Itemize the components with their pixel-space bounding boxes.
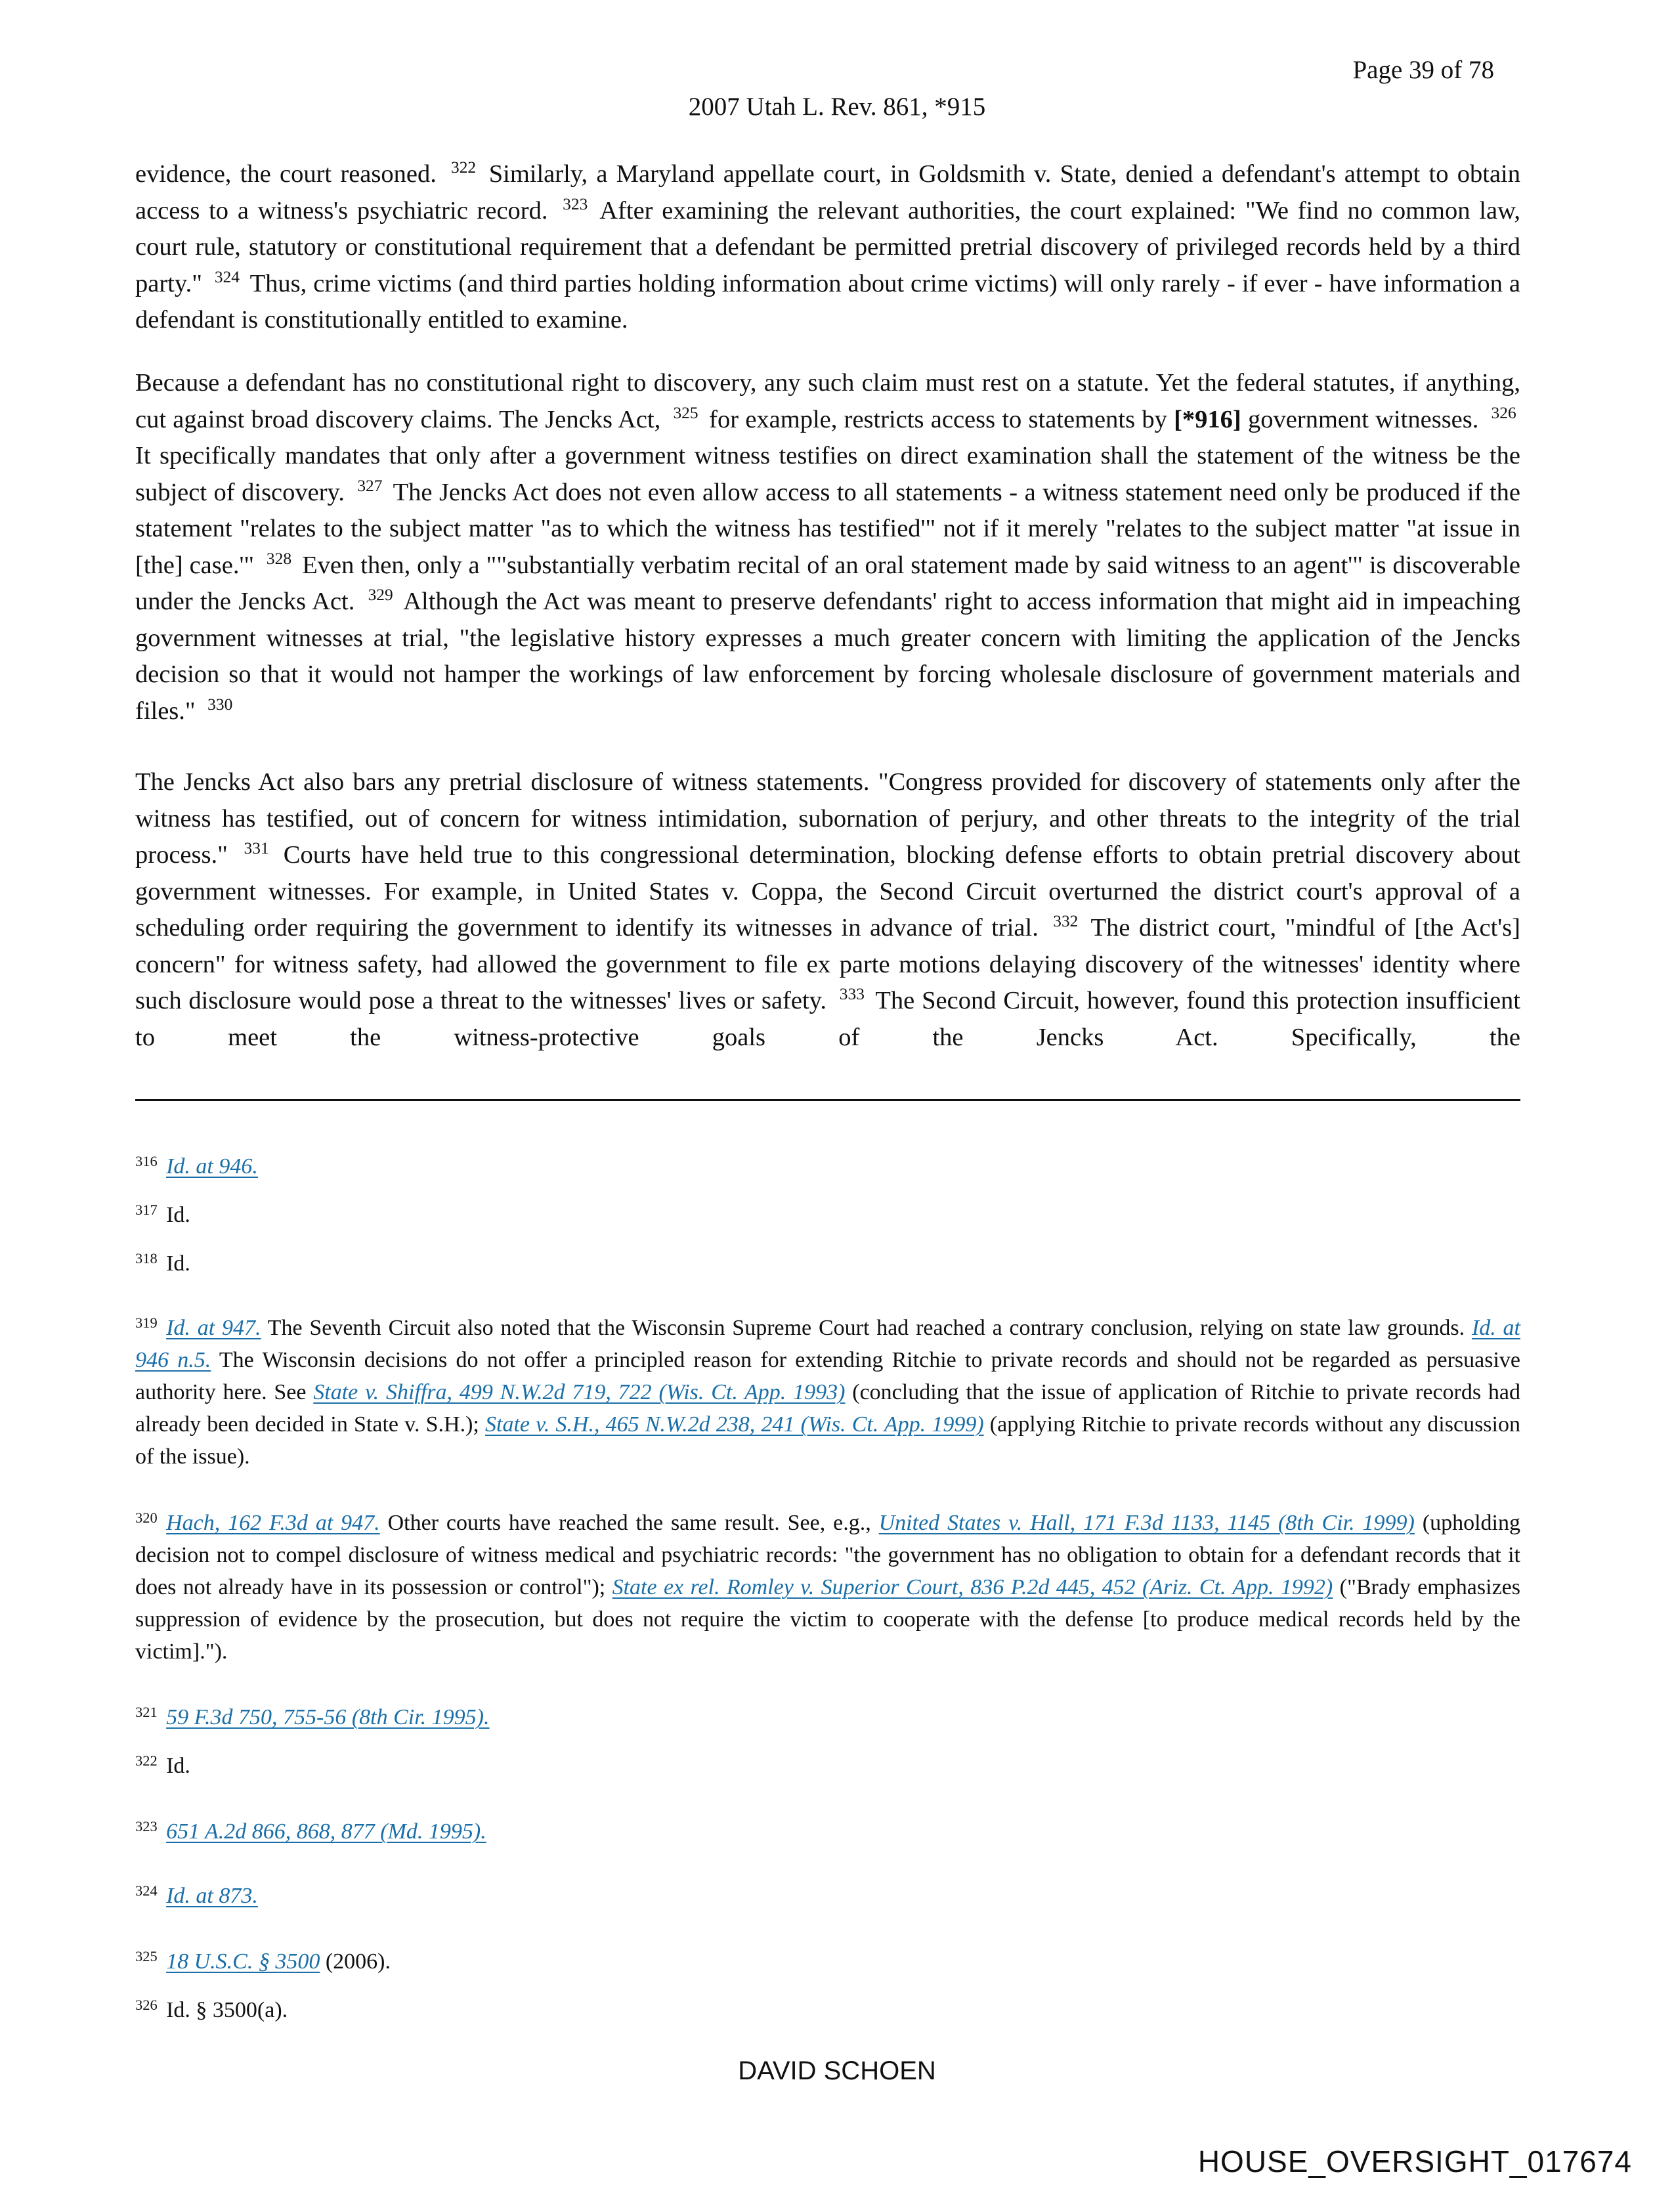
citation-link[interactable]: State ex rel. Romley v. Superior Court, 836 P.2d 445, 452 (Ariz. Ct. App. 1992)	[612, 1575, 1333, 1599]
text-run: Id.	[166, 1251, 190, 1276]
footnote-reference: 323	[563, 194, 588, 213]
footnote-reference: 324	[214, 267, 240, 286]
text-run: Id.	[166, 1754, 190, 1778]
footnote-reference: 322	[451, 158, 477, 177]
footnote-326	[135, 1994, 1520, 2026]
text-run: Because a defendant has no constitutional right to discovery, any such claim must rest on a statute. Yet the federal statutes, if anything, cut against broad discovery claims. The Jencks Act,	[135, 369, 1520, 433]
text-run: Thus, crime victims (and third parties holding information about crime victims) will only rarely - if ever - have information a defendant is constitutionally entitled to examine.	[135, 269, 1520, 334]
citation-link[interactable]: United States v. Hall, 171 F.3d 1133, 1145 (8th Cir. 1999)	[878, 1511, 1415, 1535]
footnote-320	[135, 1507, 1520, 1668]
footnote-number: 325	[135, 1947, 158, 1964]
citation-link[interactable]: Id. at 947.	[166, 1316, 261, 1340]
footnote-323	[135, 1815, 1520, 1848]
footnote-317	[135, 1199, 1520, 1231]
citation-link[interactable]: Id. at 873.	[166, 1884, 258, 1908]
text-run: After examining the relevant authorities, the court explained: "We find no common law, court rule, statutory or constitutional requirement that a defendant be permitted pretrial discovery of privileged records held by a third party."	[135, 196, 1520, 297]
footnote-divider	[135, 1099, 1520, 1101]
citation-link[interactable]: Id. at 946.	[166, 1154, 258, 1179]
citation-link[interactable]: Id. at 946 n.5.	[135, 1316, 1520, 1372]
footnote-number: 316	[135, 1152, 158, 1169]
text-run: (concluding that the issue of application of Ritchie to private records had already been decided in State v. S.H.);	[135, 1380, 1520, 1437]
body-paragraph	[135, 156, 1520, 339]
body-paragraph	[135, 365, 1520, 729]
text-run: The Jencks Act does not even allow access to all statements - a witness statement need only be produced if the statement "relates to the subject matter "as to which the witness has testified'" not if it merely "relates to the subject matter "at issue in [the] case.'"	[135, 478, 1520, 579]
text-run: Although the Act was meant to preserve defendants' right to access information that might aid in impeaching government witnesses at trial, "the legislative history expresses a much greater concern with limiting the application of the Jencks decision so that it would not hamper the workings of law enforcement by forcing wholesale disclosure of government materials and files."	[135, 588, 1520, 725]
footnote-reference: 333	[839, 985, 865, 1004]
text-run: government witnesses.	[1241, 405, 1486, 433]
citation-link[interactable]: 18 U.S.C. § 3500	[166, 1949, 320, 1974]
page-marker: [*916]	[1174, 405, 1241, 433]
text-run: It specifically mandates that only after a government witness testifies on direct examination shall the statement of the witness be the subject of discovery.	[135, 442, 1520, 506]
text-run: The Second Circuit, however, found this protection insufficient to meet the witness-protective goals of the Jencks Act. Specifically, the	[135, 987, 1520, 1051]
footnote-reference: 326	[1491, 403, 1516, 422]
footnote-reference: 328	[266, 549, 292, 568]
page-number: Page 39 of 78	[1352, 56, 1494, 84]
text-run: Even then, only a ""substantially verbatim recital of an oral statement made by said witness to an agent'" is discoverable under the Jencks Act.	[135, 551, 1520, 615]
body-paragraph	[135, 764, 1520, 1056]
footnote-number: 321	[135, 1703, 158, 1720]
footnote-number: 317	[135, 1201, 158, 1218]
footnote-318	[135, 1247, 1520, 1280]
citation-link[interactable]: 651 A.2d 866, 868, 877 (Md. 1995).	[166, 1819, 486, 1844]
footnote-number: 322	[135, 1752, 158, 1769]
text-run: The district court, "mindful of [the Act's] concern" for witness safety, had allowed the government to file ex parte motions delaying discovery of the witnesses' identity where such disclosure would pose a threat to the witnesses' lives or safety.	[135, 914, 1521, 1014]
text-run: Courts have held true to this congressional determination, blocking defense efforts to obtain pretrial discovery about government witnesses. For example, in United States v. Coppa, the Second Circuit overturned the district court's approval of a scheduling order requiring the government to identify its witnesses in advance of trial.	[135, 841, 1520, 942]
citation-link[interactable]: State v. S.H., 465 N.W.2d 238, 241 (Wis. Ct. App. 1999)	[485, 1412, 984, 1437]
text-run: for example, restricts access to statements by	[702, 405, 1174, 433]
running-head-citation: 2007 Utah L. Rev. 861, *915	[688, 93, 986, 121]
footnote-reference: 332	[1053, 912, 1079, 931]
footnote-322	[135, 1750, 1520, 1782]
bates-number: HOUSE_OVERSIGHT_017674	[1197, 2144, 1632, 2179]
footnote-reference: 329	[368, 586, 393, 605]
footnote-number: 318	[135, 1249, 158, 1267]
footnote-number: 324	[135, 1882, 158, 1899]
text-run: (applying Ritchie to private records without any discussion of the issue).	[135, 1412, 1520, 1469]
citation-link[interactable]: 59 F.3d 750, 755-56 (8th Cir. 1995).	[166, 1705, 490, 1729]
text-run: Similarly, a Maryland appellate court, in Goldsmith v. State, denied a defendant's attempt to obtain access to a witness's psychiatric record.	[135, 160, 1520, 225]
text-run: ("Brady emphasizes suppression of evidence by the prosecution, but does not require the victim to cooperate with the defense [to produce medical records held by the victim].").	[135, 1575, 1520, 1664]
footnote-reference: 325	[673, 403, 698, 422]
text-run: The Seventh Circuit also noted that the Wisconsin Supreme Court had reached a contrary conclusion, relying on state law grounds.	[261, 1316, 1472, 1340]
text-run: (2006).	[320, 1949, 391, 1974]
text-run: Id. § 3500(a).	[166, 1998, 288, 2022]
citation-link[interactable]: State v. Shiffra, 499 N.W.2d 719, 722 (Wis. Ct. App. 1993)	[313, 1380, 846, 1404]
text-run: The Wisconsin decisions do not offer a principled reason for extending Ritchie to private records and should not be regarded as persuasive authority here. See	[135, 1348, 1520, 1404]
text-run: Other courts have reached the same result. See, e.g.,	[379, 1511, 879, 1535]
footnote-319	[135, 1312, 1520, 1473]
text-run: (upholding decision not to compel disclosure of witness medical and psychiatric records: "the government has no obligation to obtain for a defendant records that it does not already have in its possession or control");	[135, 1511, 1520, 1599]
footer-author-name: DAVID SCHOEN	[738, 2056, 936, 2085]
footnote-321	[135, 1701, 1520, 1733]
footnote-reference: 330	[207, 695, 233, 714]
footnote-number: 323	[135, 1817, 158, 1834]
text-run: Id.	[166, 1203, 190, 1227]
footnote-number: 320	[135, 1509, 158, 1526]
footnote-number: 326	[135, 1996, 158, 2013]
footnote-number: 319	[135, 1314, 158, 1331]
text-run: evidence, the court reasoned.	[135, 160, 446, 188]
footnote-324	[135, 1880, 1520, 1912]
text-run: The Jencks Act also bars any pretrial disclosure of witness statements. "Congress provided for discovery of statements only after the witness has testified, out of concern for witness intimidation, subornation of perjury, and other threats to the integrity of the trial process."	[135, 768, 1520, 869]
citation-link[interactable]: Hach, 162 F.3d at 947.	[166, 1511, 380, 1535]
footnote-reference: 331	[244, 839, 269, 858]
footnote-325	[135, 1945, 1520, 1978]
footnote-316	[135, 1150, 1520, 1182]
footnote-reference: 327	[357, 476, 383, 495]
